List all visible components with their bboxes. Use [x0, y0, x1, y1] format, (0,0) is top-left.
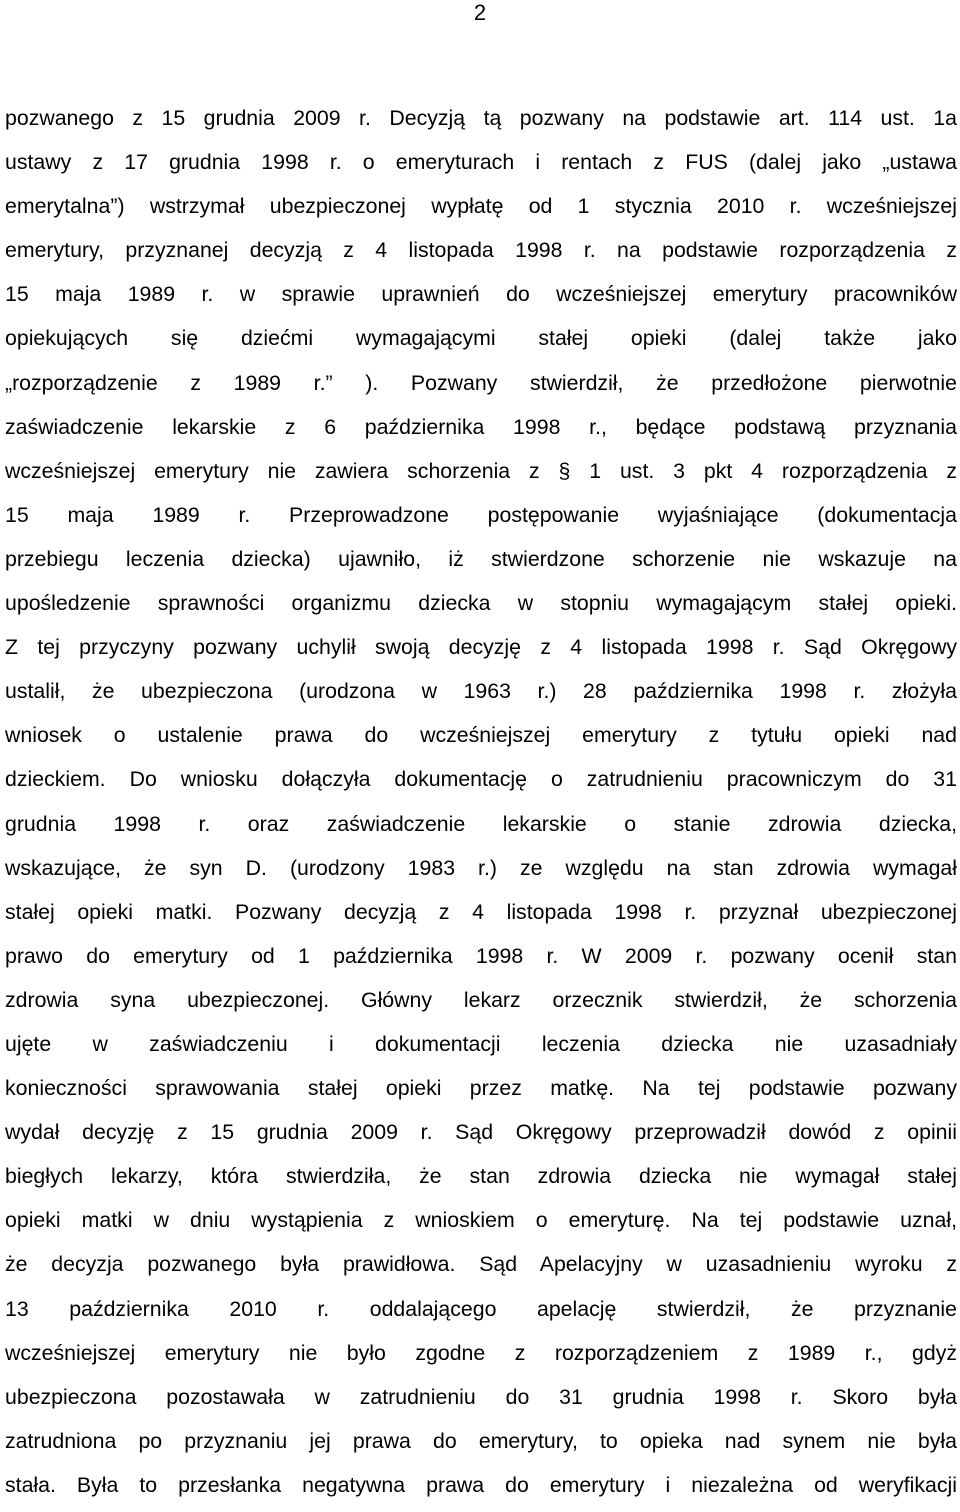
- text-line: 13 października 2010 r. oddalającego apelację stwierdził, że przyznanie: [5, 1296, 957, 1321]
- text-line: 15 maja 1989 r. w sprawie uprawnień do wcześniejszej emerytury pracowników: [5, 282, 957, 307]
- text-line: stałej opieki matki. Pozwany decyzją z 4 listopada 1998 r. przyznał ubezpieczonej: [5, 899, 957, 924]
- text-line: biegłych lekarzy, która stwierdziła, że stan zdrowia dziecka nie wymagał stałej: [5, 1164, 957, 1189]
- text-line: ujęte w zaświadczeniu i dokumentacji leczenia dziecka nie uzasadniały: [5, 1031, 957, 1056]
- text-line: emerytury, przyznanej decyzją z 4 listopada 1998 r. na podstawie rozporządzenia z: [5, 238, 957, 263]
- text-line: prawo do emerytury od 1 października 1998 r. W 2009 r. pozwany ocenił stan: [5, 943, 957, 968]
- text-line: upośledzenie sprawności organizmu dziecka w stopniu wymagającym stałej opieki.: [5, 591, 957, 616]
- text-line: stała. Była to przesłanka negatywna prawa do emerytury i niezależna od weryfikacji: [5, 1472, 957, 1497]
- text-line: że decyzja pozwanego była prawidłowa. Sąd Apelacyjny w uzasadnieniu wyroku z: [5, 1252, 957, 1277]
- text-line: ubezpieczona pozostawała w zatrudnieniu do 31 grudnia 1998 r. Skoro była: [5, 1384, 957, 1409]
- text-line: ustalił, że ubezpieczona (urodzona w 1963 r.) 28 października 1998 r. złożyła: [5, 679, 957, 704]
- text-line: emerytalna”) wstrzymał ubezpieczonej wypłatę od 1 stycznia 2010 r. wcześniejszej: [5, 194, 957, 219]
- text-line: wcześniejszej emerytury nie zawiera schorzenia z § 1 ust. 3 pkt 4 rozporządzenia z: [5, 458, 957, 483]
- text-line: wydał decyzję z 15 grudnia 2009 r. Sąd Okręgowy przeprowadził dowód z opinii: [5, 1120, 957, 1145]
- text-line: „rozporządzenie z 1989 r.” ). Pozwany stwierdził, że przedłożone pierwotnie: [5, 370, 957, 395]
- text-line: dzieckiem. Do wniosku dołączyła dokumentację o zatrudnieniu pracowniczym do 31: [5, 767, 957, 792]
- text-line: wniosek o ustalenie prawa do wcześniejszej emerytury z tytułu opieki nad: [5, 723, 957, 748]
- document-body: [5, 96, 957, 1507]
- text-line: przebiegu leczenia dziecka) ujawniło, iż stwierdzone schorzenie nie wskazuje na: [5, 546, 957, 571]
- text-line: zdrowia syna ubezpieczonej. Główny lekarz orzecznik stwierdził, że schorzenia: [5, 987, 957, 1012]
- text-line: zatrudniona po przyznaniu jej prawa do emerytury, to opieka nad synem nie była: [5, 1428, 957, 1453]
- text-line: ustawy z 17 grudnia 1998 r. o emeryturach i rentach z FUS (dalej jako „ustawa: [5, 150, 957, 175]
- text-line: opiekujących się dziećmi wymagającymi stałej opieki (dalej także jako: [5, 326, 957, 351]
- text-line: 15 maja 1989 r. Przeprowadzone postępowanie wyjaśniające (dokumentacja: [5, 502, 957, 527]
- text-line: opieki matki w dniu wystąpienia z wnioskiem o emeryturę. Na tej podstawie uznał,: [5, 1208, 957, 1233]
- text-line: Z tej przyczyny pozwany uchylił swoją decyzję z 4 listopada 1998 r. Sąd Okręgowy: [5, 635, 957, 660]
- page-number: 2: [473, 0, 487, 25]
- text-line: grudnia 1998 r. oraz zaświadczenie lekarskie o stanie zdrowia dziecka,: [5, 811, 957, 836]
- text-line: pozwanego z 15 grudnia 2009 r. Decyzją tą pozwany na podstawie art. 114 ust. 1a: [5, 106, 957, 130]
- text-line: zaświadczenie lekarskie z 6 października 1998 r., będące podstawą przyznania: [5, 414, 957, 439]
- text-line: konieczności sprawowania stałej opieki przez matkę. Na tej podstawie pozwany: [5, 1076, 957, 1101]
- text-line: wcześniejszej emerytury nie było zgodne z rozporządzeniem z 1989 r., gdyż: [5, 1340, 957, 1365]
- text-line: wskazujące, że syn D. (urodzony 1983 r.) ze względu na stan zdrowia wymagał: [5, 855, 957, 880]
